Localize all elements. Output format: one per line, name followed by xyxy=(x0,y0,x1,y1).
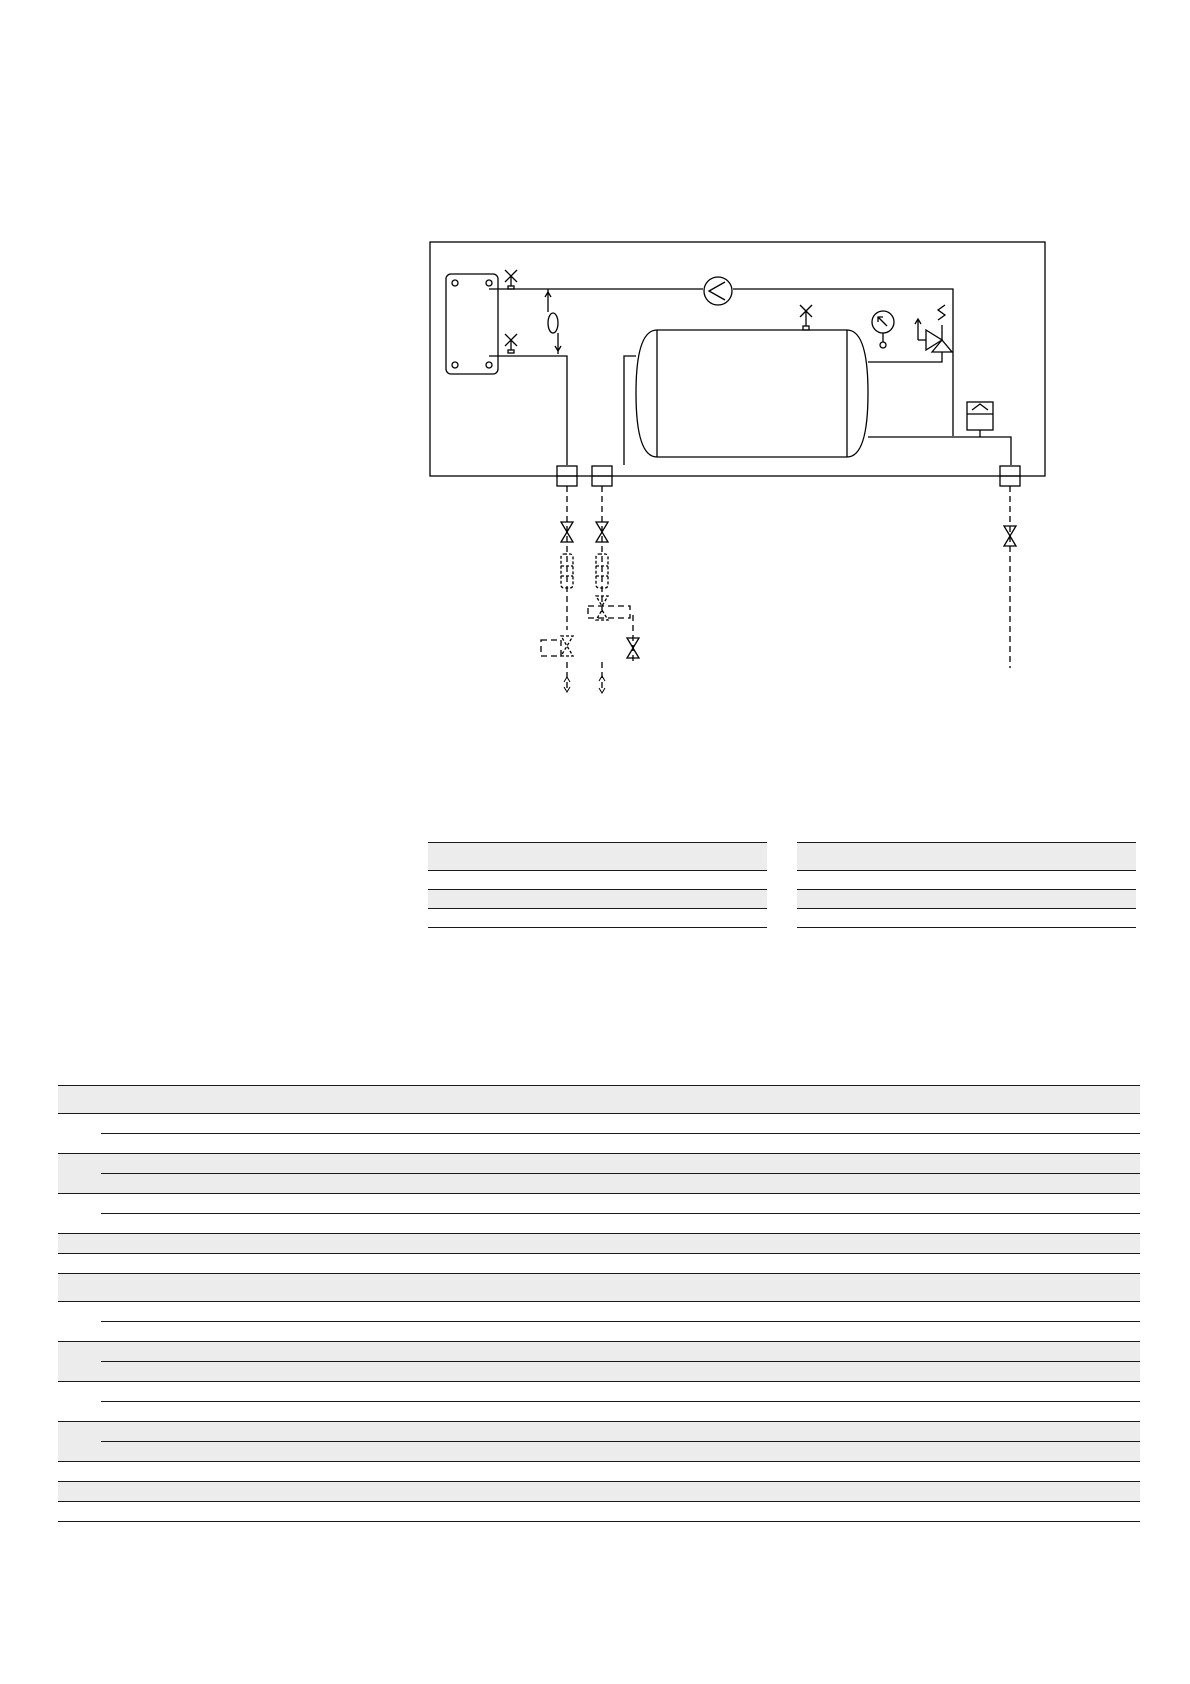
air-vent-icon xyxy=(800,305,812,330)
table-row xyxy=(58,1402,1140,1422)
table-row xyxy=(58,1302,1140,1322)
air-vent-icon xyxy=(505,270,517,289)
table-row xyxy=(58,1482,1140,1502)
connection-box-icon xyxy=(592,466,612,486)
hydraulic-schematic xyxy=(400,230,1060,700)
table-row xyxy=(58,1462,1140,1482)
small-table-right xyxy=(797,842,1136,928)
field-piping xyxy=(541,486,1010,690)
air-vent-icon xyxy=(505,334,517,353)
table-row xyxy=(797,890,1136,909)
connection-box-icon xyxy=(1000,466,1020,486)
table-row xyxy=(797,871,1136,890)
table-row xyxy=(428,842,767,871)
flow-direction-icon xyxy=(564,676,605,693)
table-row xyxy=(58,1086,1140,1114)
safety-valve-icon xyxy=(915,305,952,352)
table-row xyxy=(797,842,1136,871)
table-row xyxy=(58,1362,1140,1382)
table-row xyxy=(58,1174,1140,1194)
safety-pipe xyxy=(868,352,942,362)
pressure-gauge-icon xyxy=(872,311,894,348)
circulation-pump-icon xyxy=(704,277,732,305)
table-row xyxy=(58,1194,1140,1214)
motorized-valve-icon xyxy=(561,636,573,656)
table-row xyxy=(58,1442,1140,1462)
small-table-left xyxy=(428,842,767,928)
table-row xyxy=(797,909,1136,928)
table-row xyxy=(58,1382,1140,1402)
table-row xyxy=(58,1502,1140,1522)
table-row xyxy=(428,890,767,909)
table-row xyxy=(58,1214,1140,1234)
return-pipe xyxy=(489,356,567,465)
table-row xyxy=(58,1114,1140,1134)
table-row xyxy=(428,871,767,890)
table-row xyxy=(58,1234,1140,1254)
temperature-sensor-icon xyxy=(545,289,561,354)
tank-inlet-pipe xyxy=(624,356,636,465)
table-row xyxy=(58,1134,1140,1154)
table-row xyxy=(58,1422,1140,1442)
connection-box-icon xyxy=(557,466,577,486)
table-row xyxy=(428,909,767,928)
table-row xyxy=(58,1274,1140,1302)
tank-outlet-pipe xyxy=(868,437,1011,465)
table-row xyxy=(58,1254,1140,1274)
spec-table xyxy=(58,1085,1140,1522)
table-row xyxy=(58,1322,1140,1342)
table-row xyxy=(58,1342,1140,1362)
row-divider xyxy=(58,1521,1140,1522)
storage-tank-icon xyxy=(636,330,868,457)
table-row xyxy=(58,1154,1140,1174)
expansion-vessel-icon xyxy=(967,402,993,437)
